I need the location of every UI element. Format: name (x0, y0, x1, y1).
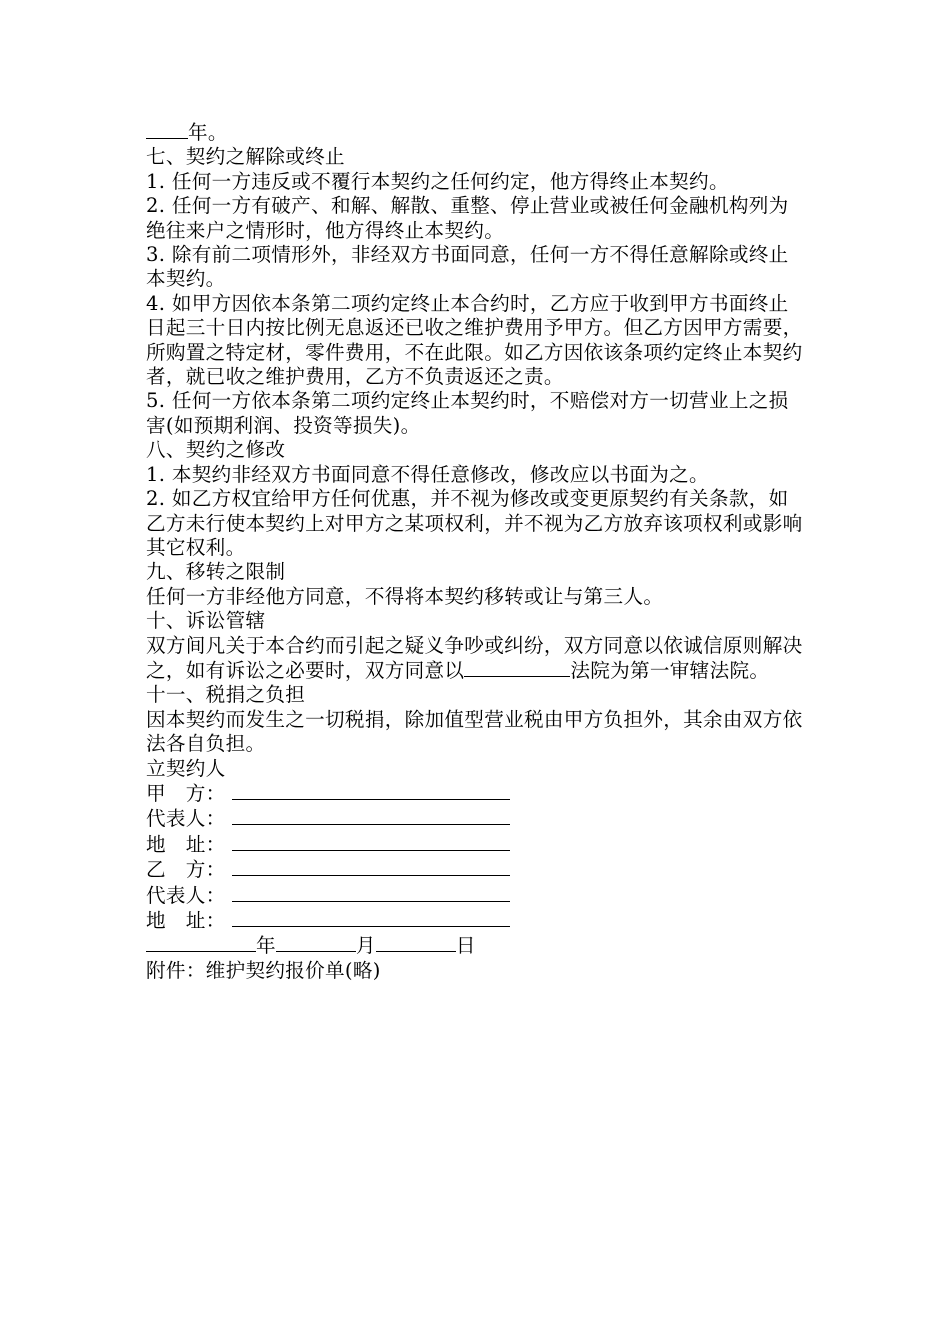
section-7-item-3: 3. 除有前二项情形外，非经双方书面同意，任何一方不得任意解除或终止本契约。 (146, 243, 789, 291)
section-11-paragraph: 因本契约而发生之一切税捐，除加值型营业税由甲方负担外，其余由双方依法各自负担。 (146, 707, 803, 756)
attachment-note: 附件：维护契约报价单(略) (146, 958, 381, 982)
section-11-heading: 十一、税捐之负担 (146, 683, 306, 707)
blank-addr-a (232, 832, 510, 851)
blank-addr-b (232, 908, 510, 927)
blank-party-a (232, 781, 510, 800)
signature-date: 年 月 日 (146, 933, 806, 958)
signature-rep-a: 代表人： (146, 806, 806, 831)
signature-addr-a: 地 址： (146, 832, 806, 857)
section-8-item-2: 2. 如乙方权宜给甲方任何优惠，并不视为修改或变更原契约有关条款，如乙方未行使本契约上对甲方之某项权利，并不视为乙方放弃该项权利或影响其它权利。 (146, 487, 803, 559)
signature-rep-b: 代表人： (146, 883, 806, 908)
section-8-heading: 八、契约之修改 (146, 438, 286, 462)
section-8-item-1: 1. 本契约非经双方书面同意不得任意修改，修改应以书面为之。 (146, 462, 709, 486)
blank-month (276, 933, 356, 952)
section-9-paragraph: 任何一方非经他方同意，不得将本契约移转或让与第三人。 (146, 584, 664, 608)
section-7-heading: 七、契约之解除或终止 (146, 145, 345, 169)
blank-day (376, 933, 456, 952)
blank-party-b (232, 857, 510, 876)
top-line: 年。 (146, 120, 806, 145)
section-7-item-4: 4. 如甲方因依本条第二项约定终止本合约时，乙方应于收到甲方书面终止日起三十日内按比例无息返还已收之维护费用予甲方。但乙方因甲方需要，所购置之特定材，零件费用，不在此限。如乙方因依该条项约定终止本契约者，就已收之维护费用，乙方不负责返还之责。 (146, 291, 803, 389)
contract-page (146, 120, 806, 983)
blank-court-name (464, 658, 570, 677)
blank-rep-b (232, 883, 510, 902)
signature-title: 立契约人 (146, 756, 226, 780)
section-7-item-5: 5. 任何一方依本条第二项约定终止本契约时，不赔偿对方一切营业上之损害(如预期利润、投资等损失)。 (146, 389, 789, 437)
blank-year (146, 933, 256, 952)
signature-party-a: 甲 方： (146, 781, 806, 806)
signature-party-b: 乙 方： (146, 857, 806, 882)
section-7-item-2: 2. 任何一方有破产、和解、解散、重整、停止营业或被任何金融机构列为绝往来户之情形时，他方得终止本契约。 (146, 194, 789, 242)
blank-rep-a (232, 806, 510, 825)
section-10-paragraph: 双方间凡关于本合约而引起之疑义争吵或纠纷，双方同意以依诚信原则解决之，如有诉讼之必要时，双方同意以 法院为第一审辖法院。 (146, 633, 803, 682)
section-10-heading: 十、诉讼管辖 (146, 609, 266, 633)
section-7-item-1: 1. 任何一方违反或不覆行本契约之任何约定，他方得终止本契约。 (146, 169, 729, 193)
signature-addr-b: 地 址： (146, 908, 806, 933)
section-9-heading: 九、移转之限制 (146, 560, 286, 584)
blank-years (146, 120, 188, 139)
